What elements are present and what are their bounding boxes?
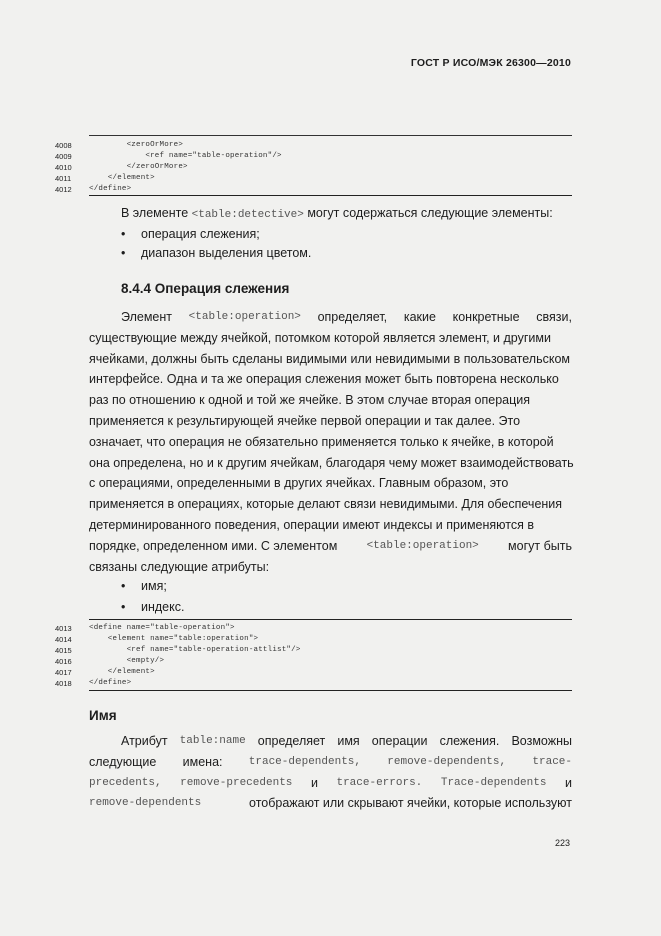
line-number: 4011 (55, 174, 72, 183)
line-number: 4012 (55, 185, 72, 194)
intro-text: В элементе (121, 206, 192, 220)
code-text: <ref name="table-operation-attlist"/> (89, 646, 301, 654)
code-text: <empty/> (89, 657, 165, 665)
code-text: <element name="table:operation"> (89, 635, 259, 643)
inline-code: Trace-dependents (440, 776, 547, 789)
paragraph-line (89, 307, 572, 328)
inline-code: <table:operation> (188, 311, 301, 323)
line-number: 4009 (55, 152, 72, 161)
word: Возможны (511, 734, 572, 748)
inline-code: trace-errors. (336, 776, 423, 789)
inline-code: precedents, (89, 776, 162, 789)
code-block-bottom-rule (89, 690, 572, 691)
paragraph-line: ячейками, должны быть сделаны видимыми или невидимыми в пользовательском (89, 351, 571, 366)
word: связи, (536, 310, 572, 324)
paragraph-line (89, 773, 572, 794)
code-text: </define> (89, 679, 132, 687)
word: и (310, 775, 318, 790)
word: Атрибут (121, 734, 168, 748)
word: конкретные (452, 310, 520, 324)
inline-code: <table:detective> (191, 209, 304, 221)
code-text: </zeroOrMore> (89, 163, 188, 171)
line-number: 4014 (55, 635, 72, 644)
subsection-heading: Имя (89, 708, 117, 723)
line-number: 4008 (55, 141, 72, 150)
paragraph-line: детерминированного поведения, операции имеют индексы и применяются в (89, 517, 534, 532)
bullet-mark: • (121, 246, 126, 260)
word: операции (371, 734, 428, 748)
paragraph-line: она определена, но и к другим ячейкам, благодаря чему может взаимодействовать (89, 455, 574, 470)
bullet-text: операция слежения; (141, 227, 260, 241)
code-text: <zeroOrMore> (89, 141, 184, 149)
paragraph-line: существующие между ячейкой, потомком которой является элемент, и другими (89, 330, 551, 345)
word: определяет, (317, 310, 388, 324)
code-block-top-rule (89, 619, 572, 620)
word: слежения. (439, 734, 500, 748)
bullet-text: имя; (141, 579, 167, 593)
text: порядке, определенном ими. С элементом (89, 538, 338, 553)
code-block-top-rule (89, 135, 572, 136)
line-number: 4010 (55, 163, 72, 172)
word: Элемент (121, 310, 172, 324)
paragraph-line: связаны следующие атрибуты: (89, 559, 270, 574)
text: отображают или скрывают ячейки, которые используют (249, 796, 572, 811)
name-paragraph (89, 731, 572, 814)
bullet-text: диапазон выделения цветом. (141, 246, 312, 260)
word: имя (337, 734, 360, 748)
page-number: 223 (554, 838, 570, 848)
word: следующие (89, 754, 157, 769)
intro-text: могут содержаться следующие элементы: (303, 206, 553, 220)
inline-code: trace-dependents, (248, 755, 361, 768)
inline-code: remove-precedents (180, 776, 293, 789)
bullet-text: индекс. (141, 600, 185, 614)
bullet-mark: • (121, 579, 126, 593)
paragraph-line: применяется к результирующей ячейке первой операции и так далее. Это (89, 413, 521, 428)
code-text: </define> (89, 185, 132, 193)
inline-code: table:name (179, 735, 246, 747)
bullet-mark: • (121, 600, 126, 614)
word: имена: (182, 754, 223, 769)
inline-code: remove-dependents (89, 797, 202, 810)
paragraph-line (89, 731, 572, 752)
inline-code: remove-dependents, (387, 755, 507, 768)
line-number: 4016 (55, 657, 72, 666)
paragraph-line: применяется в операциях, которые делают связи невидимыми. Для обеспечения (89, 497, 563, 512)
bullet-mark: • (121, 227, 126, 241)
word: и (565, 775, 572, 790)
section-paragraph (89, 307, 572, 577)
word: какие (403, 310, 436, 324)
code-block-bottom-rule (89, 195, 572, 196)
paragraph-line: интерфейсе. Одна и та же операция слежения может быть повторена несколько (89, 372, 559, 387)
paragraph-line (89, 752, 572, 773)
line-number: 4015 (55, 646, 72, 655)
paragraph-line: с операциями, определенными в других ячейках. Главным образом, это (89, 476, 509, 491)
word: определяет (257, 734, 326, 748)
paragraph-line (89, 793, 572, 814)
section-heading: 8.4.4 Операция слежения (121, 281, 290, 296)
inline-code: trace- (532, 755, 572, 768)
code-text: </element> (89, 174, 155, 182)
line-number: 4013 (55, 624, 72, 633)
code-text: </element> (89, 668, 155, 676)
paragraph-line (89, 536, 572, 557)
line-number: 4018 (55, 679, 72, 688)
document-header: ГОСТ Р ИСО/МЭК 26300—2010 (410, 57, 571, 69)
paragraph-line: раз по отношению к одной и той же ячейке. В этом случае вторая операция (89, 393, 531, 408)
inline-code: <table:operation> (366, 539, 479, 552)
code-text: <ref name="table-operation"/> (89, 152, 282, 160)
line-number: 4017 (55, 668, 72, 677)
intro-paragraph (121, 203, 553, 226)
paragraph-line: означает, что операция не обязательно применяется только к ячейке, в которой (89, 434, 554, 449)
code-text: <define name="table-operation"> (89, 624, 235, 632)
text: могут быть (508, 538, 572, 553)
